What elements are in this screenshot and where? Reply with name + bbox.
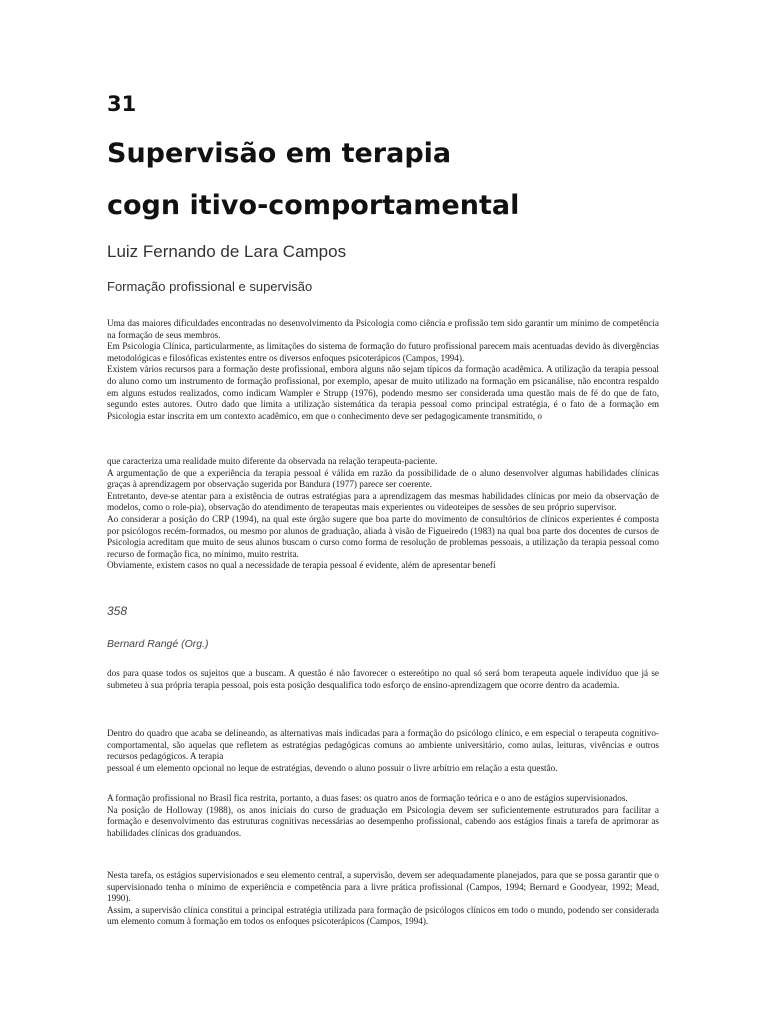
section-title: Formação profissional e supervisão — [107, 279, 313, 294]
paragraph: A argumentação de que a experiência da terapia pessoal é válida em razão da possibilidade de o aluno desenvolver algumas habilidades clínicas graças à aprendizagem por observação sugerida por Bandura (1977) parece ser coerente. — [107, 467, 659, 490]
chapter-number: 31 — [107, 92, 137, 116]
paragraph: A formação profissional no Brasil fica restrita, portanto, a duas fases: os quatro anos de formação teórica e o ano de estágios supervisionados. — [107, 793, 628, 803]
paragraph: Existem vários recursos para a formação deste profissional, embora alguns não sejam típicos da formação acadêmica. A utilização da terapia pessoal do aluno como um instrumento de formação profissional, por exemplo, apesar de muito utilizado na formação em psicanálise, não encontra respaldo em alguns estudos realizados, como indicam Wampler e Strupp (1976), podendo mesmo ser considerada uma questão mais de fé do que de fato, segundo estes autores. Outro dado que limita a utilização sistemática da terapia pessoal como principal estratégia, é o fato de a formação em Psicologia estar inscrita em um contexto acadêmico, em que o conhecimento deve ser pedagogicamente transmitido, o — [107, 364, 659, 421]
paragraph: dos para quase todos os sujeitos que a buscam. A questão é não favorecer o estereótipo no qual só será bom terapeuta aquele indivíduo que já se submeteu à sua própria terapia pessoal, pois esta posição desqualifica todo esforço de ensino-aprendizagem que ocorre dentro da academia. — [107, 668, 659, 690]
paragraph: Ao considerar a posição do CRP (1994), na qual este órgão sugere que boa parte do movimento de consultórios de clínicos experientes é composta por psicólogos recém-formados, ou mesmo por alunos de graduação, aliada à visão de Figueiredo (1983) na qual boa parte dos docentes de cursos de Psicologia acreditam que muito de seus alunos buscam o curso como forma de resolução de problemas pessoais, a utilização da terapia pessoal como recurso de formação fica, no mínimo, muito restrita. — [107, 513, 659, 559]
paragraph: Obviamente, existem casos no qual a necessidade de terapia pessoal é evidente, além de apresentar benefí — [107, 560, 496, 571]
paragraph-block-5 — [107, 793, 659, 839]
paragraph-block-6 — [107, 870, 659, 928]
author-name: Luiz Fernando de Lara Campos — [107, 242, 347, 261]
book-editor: Bernard Rangé (Org.) — [107, 638, 209, 650]
paragraph-block-3 — [107, 668, 659, 691]
paragraph: que caracteriza uma realidade muito diferente da observada na relação terapeuta-paciente. — [107, 456, 438, 466]
paragraph-block-2 — [107, 456, 659, 572]
paragraph: pessoal é um elemento opcional no leque de estratégias, devendo o aluno possuir o livre arbítrio em relação a esta questão. — [107, 762, 558, 773]
paragraph-block-4 — [107, 728, 659, 774]
paragraph: Assim, a supervisão clínica constitui a principal estratégia utilizada para formação de psicólogos clínicos em todo o mundo, podendo ser considerada um elemento comum à formação em todos os enfoques psicoterápicos (Campos, 1994). — [107, 904, 659, 927]
paragraph: Uma das maiores dificuldades encontradas no desenvolvimento da Psicologia como ciência e profissão tem sido garantir um mínimo de competência na formação de seus membros. — [107, 318, 659, 340]
paragraph: Dentro do quadro que acaba se delineando, as alternativas mais indicadas para a formação do psicólogo clínico, e em especial o terapeuta cognitivo-comportamental, são aquelas que refletem as estratégias pedagógicas comuns ao ambiente universitário, como aulas, leituras, vivências e outros recursos pedagógicos. A terapia — [107, 728, 659, 762]
paragraph: Nesta tarefa, os estágios supervisionados e seu elemento central, a supervisão, devem ser adequadamente planejados, para que se possa garantir que o supervisionado tenha o mínimo de experiência e competência para a livre prática profissional (Campos, 1994; Bernard e Goodyear, 1992; Mead, 1990). — [107, 870, 659, 904]
chapter-title-line-2: cogn itivo-comportamental — [107, 190, 520, 221]
chapter-title-line-1: Supervisão em terapia — [107, 138, 452, 169]
paragraph-block-1 — [107, 318, 659, 422]
paragraph: Na posição de Holloway (1988), os anos iniciais do curso de graduação em Psicologia devem ser suficientemente estruturados para facilitar a formação e desenvolvimento das estruturas cognitivas necessárias ao desempenho profissional, cabendo aos estágios finais a tarefa de aprimorar as habilidades clínicas dos graduandos. — [107, 804, 659, 838]
page-number: 358 — [107, 604, 128, 618]
paragraph: Entretanto, deve-se atentar para a existência de outras estratégias para a aprendizagem das mesmas habilidades clínicas por meio da observação de modelos, como o role-pia), observação do atendimento de terapeutas mais experientes ou videoteipes de sessões de seu próprio supervisor. — [107, 490, 659, 513]
paragraph: Em Psicologia Clínica, particularmente, as limitações do sistema de formação do futuro profissional parecem mais acentuadas devido às divergências metodológicas e filosóficas existentes entre os diversos enfoques psicoterápicos (Campos, 1994). — [107, 341, 659, 363]
